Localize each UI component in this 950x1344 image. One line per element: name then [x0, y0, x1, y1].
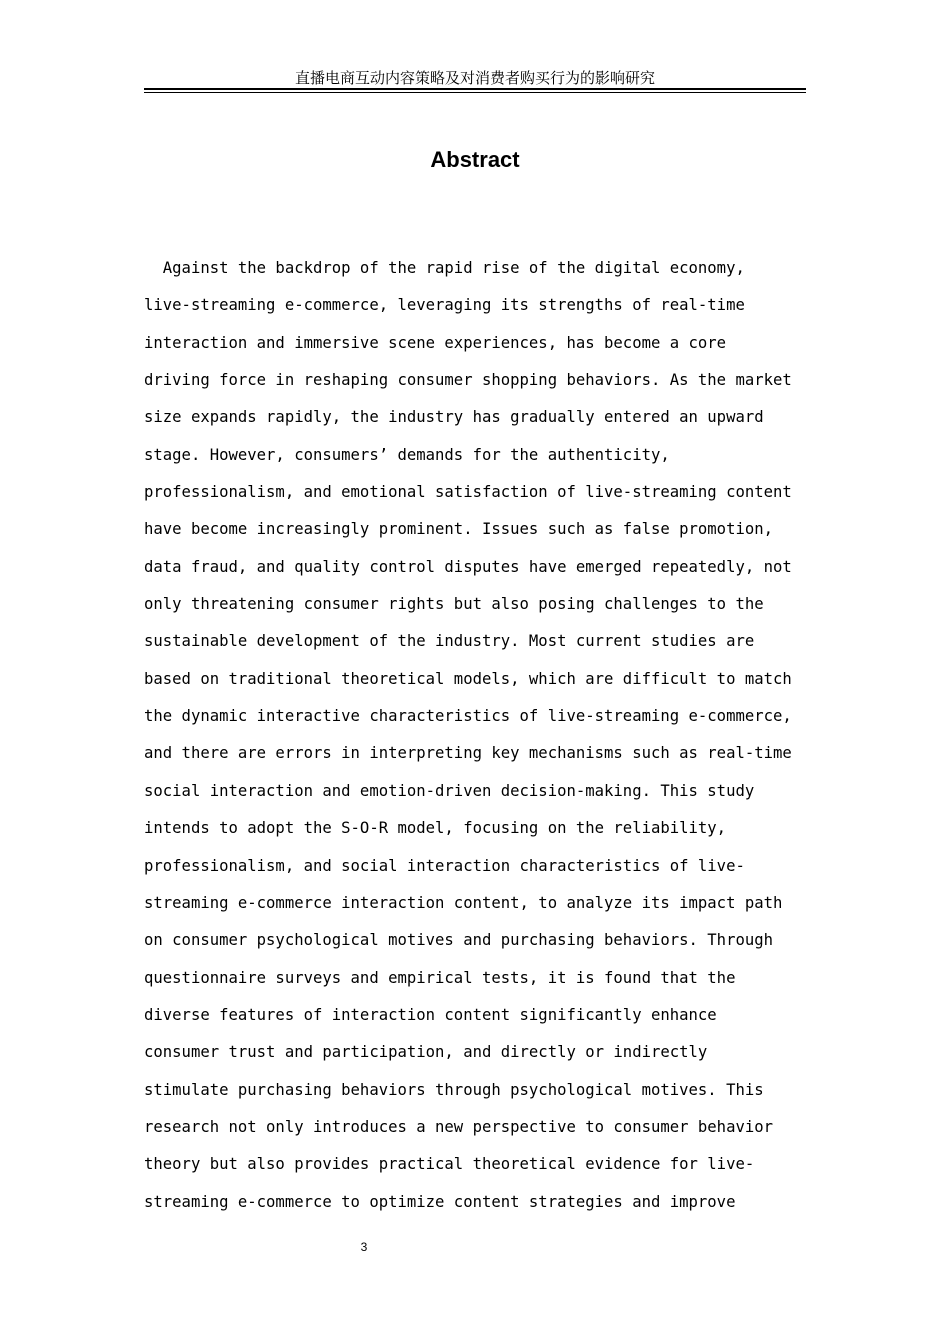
- header-rule-thick: [144, 88, 806, 90]
- abstract-line: consumer trust and participation, and directly or indirectly: [144, 1043, 708, 1062]
- page-number: 3: [360, 1240, 368, 1254]
- abstract-line: social interaction and emotion-driven decision-making. This study: [144, 781, 755, 800]
- abstract-line: based on traditional theoretical models, which are difficult to match: [144, 669, 792, 688]
- abstract-line: research not only introduces a new perspective to consumer behavior: [144, 1117, 774, 1136]
- abstract-line: on consumer psychological motives and purchasing behaviors. Through: [144, 931, 774, 950]
- abstract-line: the dynamic interactive characteristics of live-streaming e-commerce,: [144, 707, 792, 726]
- abstract-line: interaction and immersive scene experiences, has become a core: [144, 333, 727, 352]
- abstract-line: live-streaming e-commerce, leveraging its strengths of real-time: [144, 296, 745, 315]
- abstract-line: data fraud, and quality control disputes have emerged repeatedly, not: [144, 557, 792, 576]
- running-header: 直播电商互动内容策略及对消费者购买行为的影响研究: [294, 69, 655, 87]
- abstract-line: professionalism, and emotional satisfaction of live-streaming content: [144, 483, 792, 502]
- abstract-line: size expands rapidly, the industry has gradually entered an upward: [144, 408, 764, 427]
- abstract-line: theory but also provides practical theoretical evidence for live-: [144, 1155, 755, 1174]
- abstract-line: diverse features of interaction content significantly enhance: [144, 1005, 717, 1024]
- abstract-line: streaming e-commerce to optimize content strategies and improve: [144, 1192, 736, 1211]
- abstract-line: have become increasingly prominent. Issues such as false promotion,: [144, 520, 774, 539]
- abstract-line: streaming e-commerce interaction content, to analyze its impact path: [144, 893, 783, 912]
- abstract-line: stage. However, consumers’ demands for the authenticity,: [144, 445, 670, 464]
- abstract-line: intends to adopt the S-O-R model, focusing on the reliability,: [144, 819, 727, 838]
- abstract-line: Against the backdrop of the rapid rise of the digital economy,: [144, 259, 745, 277]
- header-rule-thin: [144, 92, 806, 93]
- abstract-line: questionnaire surveys and empirical tests, it is found that the: [144, 968, 736, 987]
- section-title: Abstract: [430, 147, 520, 172]
- abstract-line: professionalism, and social interaction characteristics of live-: [144, 856, 745, 875]
- abstract-body: [144, 250, 806, 1221]
- abstract-line: sustainable development of the industry. Most current studies are: [144, 632, 755, 651]
- abstract-line: only threatening consumer rights but also posing challenges to the: [144, 595, 764, 614]
- abstract-line: stimulate purchasing behaviors through psychological motives. This: [144, 1080, 764, 1099]
- abstract-line: driving force in reshaping consumer shopping behaviors. As the market: [144, 371, 792, 390]
- abstract-line: and there are errors in interpreting key mechanisms such as real-time: [144, 744, 792, 763]
